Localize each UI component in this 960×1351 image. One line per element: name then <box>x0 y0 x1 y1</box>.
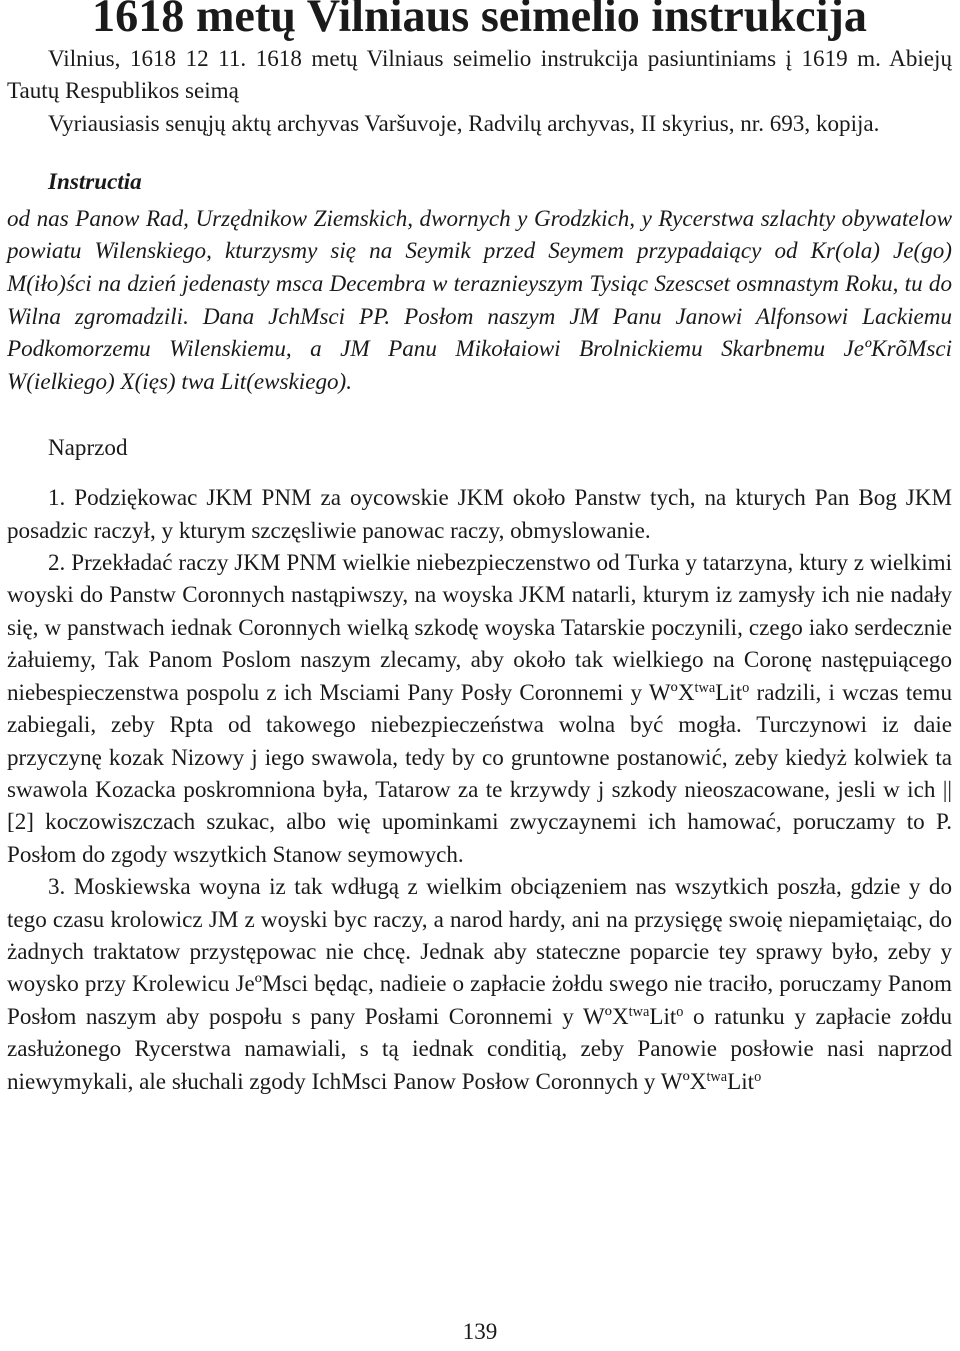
instructia-text: od nas Panow Rad, Urzędnikow Ziemskich, dwornych y Grodzkich, y Rycerstwa szlachty obywatelow powiatu Wilenskiego, kturzysmy się na Seymik przed Seymem przypadaiący od Kr(ola) Je(go) M(iło)ści na dzień jedenasty msca Decembra w teraznieyszym Tysiąc Szescset osmnastym Roku, tu do Wilna zgromadzili. Dana JchMsci PP. Posłom naszym JM Panu Janowi Alfonsowi Lackiemu Podkomorzemu Wilenskiemu, a JM Panu Mikołaiowi Brolnickiemu Skarbnemu JeºKrõMsci W(ielkiego) X(ięs) twa Lit(ewskiego). <box>7 204 952 395</box>
instruction-items <box>7 481 952 1097</box>
item-3-text-c: Lit <box>649 1002 677 1029</box>
item-2-superscript: twa <box>694 679 716 696</box>
item-2 <box>7 546 952 870</box>
item-3-text-f: Lit <box>727 1067 755 1094</box>
document-title: 1618 metų Vilniaus seimelio instrukcija <box>92 0 867 41</box>
naprzod-heading: Naprzod <box>48 433 128 460</box>
item-3-text-b: X <box>611 1002 629 1029</box>
page-number: 139 <box>462 1318 498 1344</box>
item-3 <box>7 870 952 1097</box>
item-3-text-a: 3. Moskiewska woyna iz tak wdługą z wielkim obciązeniem nas wszytkich poszła, gdzie y do tego czasu krolowicz JM z woyski byc raczy, a narod hardy, ani na przysięgę swoię niepamiętaiąc, do żadnych traktatow przystępowac nie chcę. Jednak aby stateczne poparcie tey sprawy było, zeby y woysko przy Krolewicu JeºMsci będąc, nadieie o zapłacie żołdu swego nie traciło, poruczamy Panom Posłom naszym aby pospołu s pany Posłami Coronnemi y Wº <box>7 873 952 1029</box>
item-2-text-d: radzili, i wczas temu zabiegali, zeby Rpta od takowego niebezpieczeństwa wolna być mogła. Turczynowi iz daie przyczynę kozak Nizowy j iego swawola, tedy by co gruntowne postanowić, zeby kiedyż kolwiek ta swawola Kozacka poskromniona była, Tatarow za te krzywdy j szkody nieoszacowane, jesli w ich || [2] koczowiszczach szukac, albo wię upominkami zwyczaynemi ich hamować, poruczamy to P. Posłom do zgody wszytkich Stanow seymowych. <box>7 678 952 867</box>
item-3-text-e: X <box>689 1067 707 1094</box>
item-1: 1. Podziękowac JKM PNM za oycowskie JKM około Panstw tych, na kturych Pan Bog JKM posadzic raczył, y kturym szczęsliwie panowac raczy, obmyslowanie. <box>7 484 952 543</box>
item-2-text-b: X <box>677 678 695 705</box>
archive-source: Vyriausiasis senųjų aktų archyvas Varšuvoje, Radvilų archyvas, II skyrius, nr. 693, kopija. <box>48 109 880 136</box>
item-2-superscript-2: o <box>742 679 750 696</box>
item-3-text-d: o ratunku y zapłacie zołdu zasłużonego Rycerstwa namawiali, s tą iednak conditią, zeby Panowie posłowie nasi naprzod niewymykali, ale słuchali zgody IchMsci Panow Posłow Coronnych y Wº <box>7 1002 952 1094</box>
item-3-superscript: twa <box>628 1003 650 1020</box>
date-and-description: Vilnius, 1618 12 11. 1618 metų Vilniaus seimelio instrukcija pasiuntiniams į 1619 m. Abiejų Tautų Respublikos seimą <box>7 45 952 104</box>
item-3-superscript-4: o <box>754 1068 762 1085</box>
item-3-superscript-2: o <box>676 1003 684 1020</box>
item-2-text-c: Lit <box>715 678 743 705</box>
item-2-text-a: 2. Przekładać raczy JKM PNM wielkie niebezpieczenstwo od Turka y tatarzyna, ktury z wielkimi woyski do Panstw Coronnych nastąpiwszy, na woyska JKM natarli, kturym iz zamysły ich nie nadały się, w panstwach iednak Coronnych wielką szkodę woyska Tatarskie poczynili, czego iako serdecznie żałuiemy, Tak Panom Poslom naszym zlecamy, aby około tak wielkiego na Coronę następuiącego niebespieczenstwa pospolu z ich Msciami Pany Posły Coronnemi y Wº <box>7 549 952 705</box>
instructia-heading: Instructia <box>48 168 142 195</box>
item-3-superscript-3: twa <box>706 1068 728 1085</box>
